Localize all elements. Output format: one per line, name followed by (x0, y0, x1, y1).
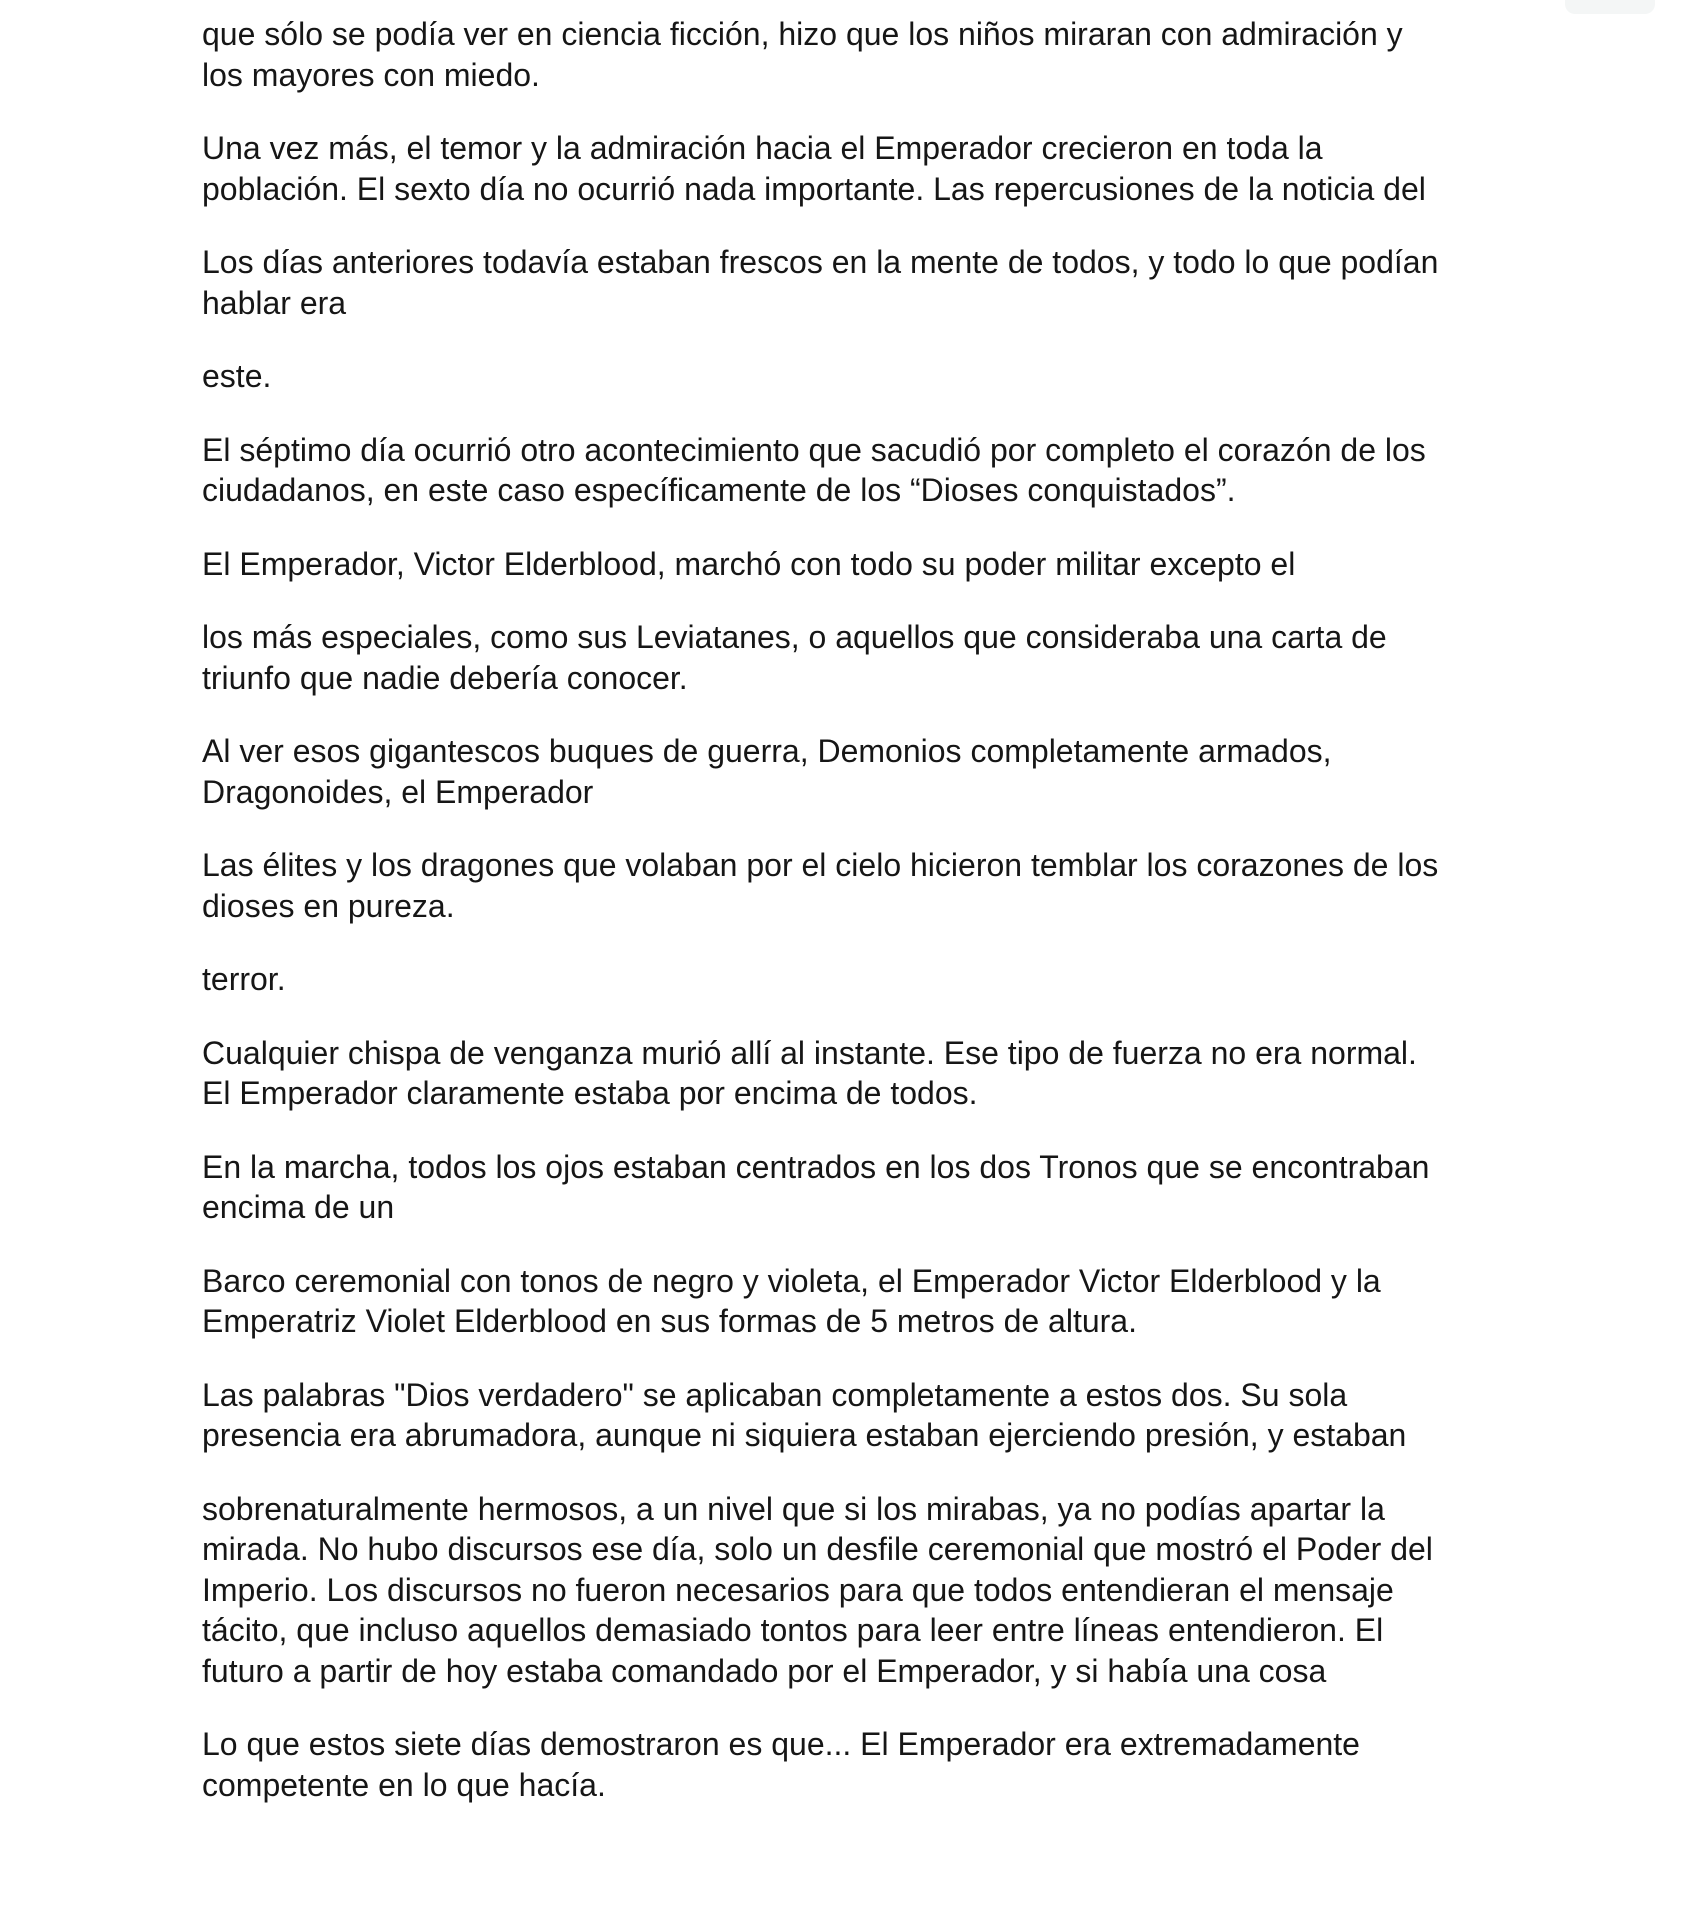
corner-scroll-indicator (1565, 0, 1655, 14)
paragraph: sobrenaturalmente hermosos, a un nivel que si los mirabas, ya no podías apartar la mirada. No hubo discursos ese día, solo un desfile ceremonial que mostró el Poder del Imperio. Los discursos no fueron necesarios para que todos entendieran el mensaje tácito, que incluso aquellos demasiado tontos para leer entre líneas entendieron. El futuro a partir de hoy estaba comandado por el Emperador, y si había una cosa (202, 1490, 1433, 1689)
document-page (202, 14, 1532, 1838)
paragraph: Las palabras "Dios verdadero" se aplicaban completamente a estos dos. Su sola presencia era abrumadora, aunque ni siquiera estaban ejerciendo presión, y estaban (202, 1376, 1407, 1453)
paragraph: terror. (202, 961, 286, 997)
paragraph: este. (202, 358, 272, 394)
paragraph: Una vez más, el temor y la admiración hacia el Emperador crecieron en toda la población. El sexto día no ocurrió nada importante. Las repercusiones de la noticia del (202, 130, 1426, 207)
paragraph: Las élites y los dragones que volaban por el cielo hicieron temblar los corazones de los dioses en pureza. (202, 847, 1439, 924)
paragraph: Barco ceremonial con tonos de negro y violeta, el Emperador Victor Elderblood y la Emperatriz Violet Elderblood en sus formas de 5 metros de altura. (202, 1262, 1381, 1339)
paragraph: que sólo se podía ver en ciencia ficción, hizo que los niños miraran con admiración y los mayores con miedo. (202, 16, 1403, 93)
paragraph: El séptimo día ocurrió otro acontecimiento que sacudió por completo el corazón de los ciudadanos, en este caso específicamente de los “Dioses conquistados”. (202, 431, 1426, 508)
paragraph: Los días anteriores todavía estaban frescos en la mente de todos, y todo lo que podían hablar era (202, 244, 1439, 321)
paragraph: los más especiales, como sus Leviatanes, o aquellos que consideraba una carta de triunfo que nadie debería conocer. (202, 619, 1387, 696)
paragraph: Al ver esos gigantescos buques de guerra, Demonios completamente armados, Dragonoides, el Emperador (202, 733, 1332, 810)
paragraph: Lo que estos siete días demostraron es que... El Emperador era extremadamente competente en lo que hacía. (202, 1726, 1360, 1803)
paragraph: En la marcha, todos los ojos estaban centrados en los dos Tronos que se encontraban encima de un (202, 1148, 1430, 1225)
paragraph: El Emperador, Victor Elderblood, marchó con todo su poder militar excepto el (202, 545, 1296, 582)
paragraph: Cualquier chispa de venganza murió allí al instante. Ese tipo de fuerza no era normal. El Emperador claramente estaba por encima de todos. (202, 1034, 1417, 1111)
